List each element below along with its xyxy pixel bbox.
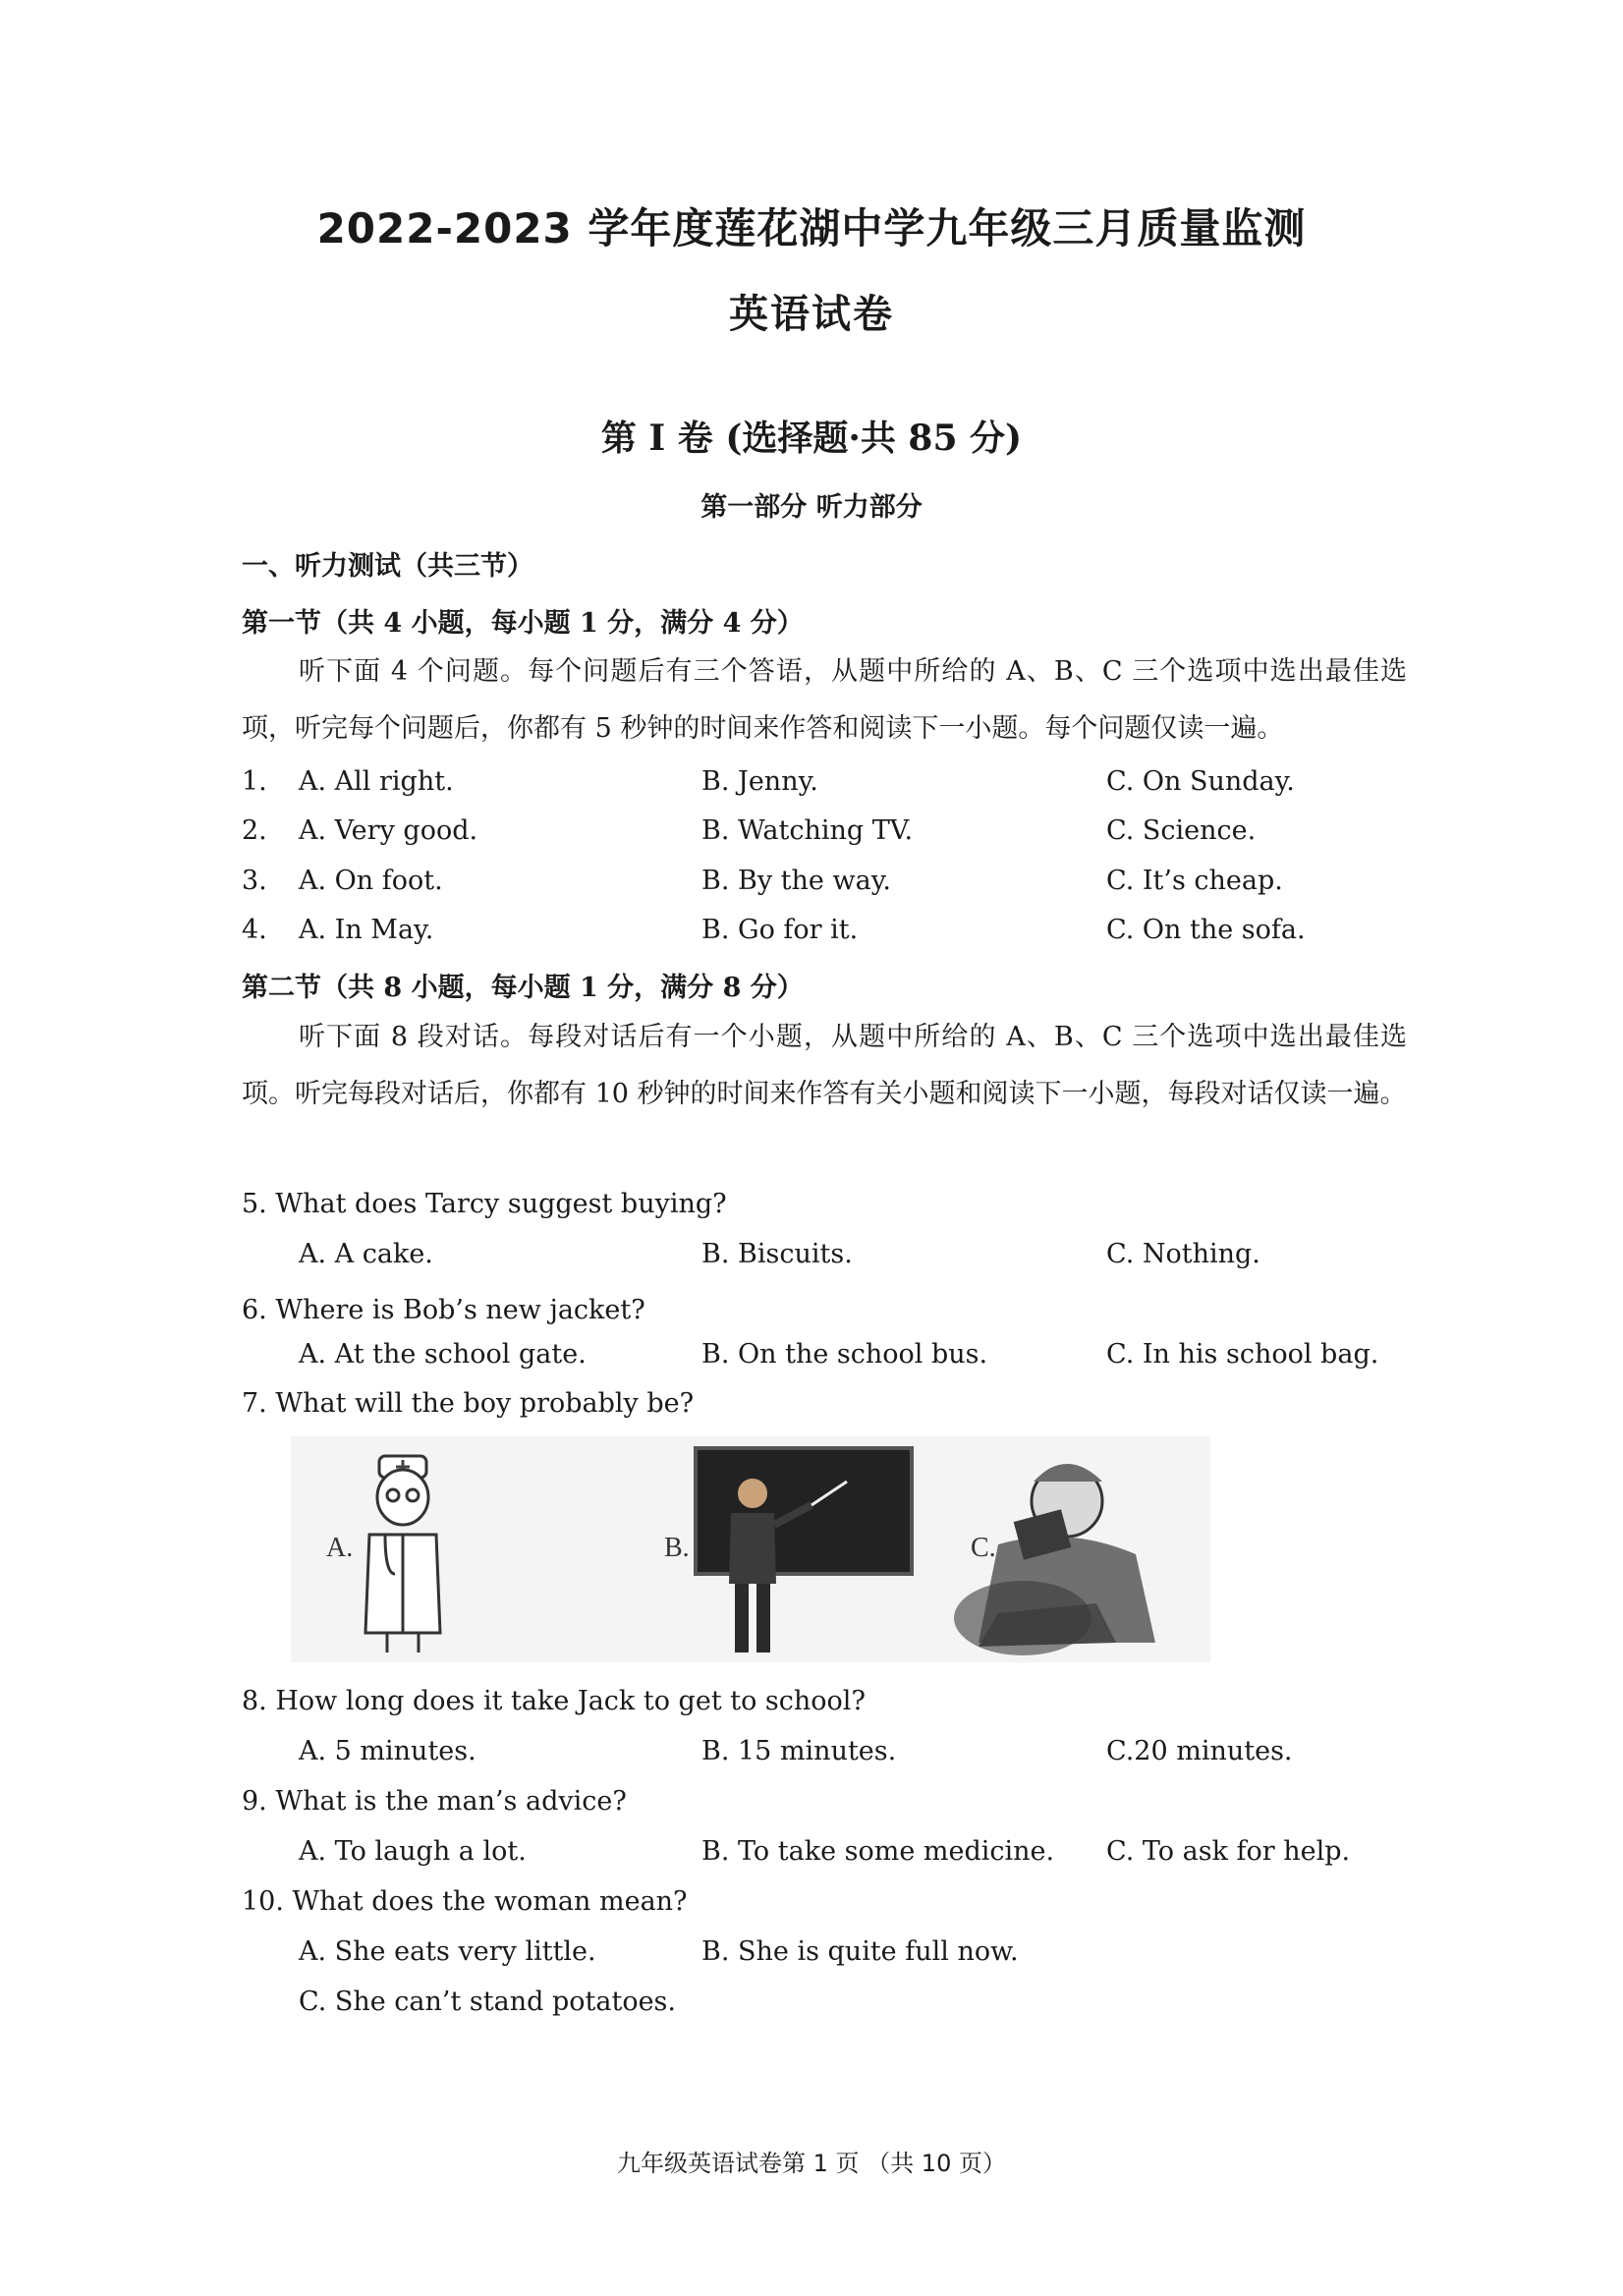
volume-heading: 第 I 卷 (选择题·共 85 分) — [600, 418, 1023, 459]
option-b: B. She is quite full now. — [701, 1936, 1019, 1967]
question-row — [242, 1936, 1421, 1972]
question-row — [242, 1339, 1421, 1374]
exam-title: 2022-2023 学年度莲花湖中学九年级三月质量监测 — [316, 204, 1307, 252]
question-row — [242, 815, 1421, 851]
exam-subtitle: 英语试卷 — [729, 292, 894, 337]
question-row — [242, 1836, 1421, 1872]
part-heading: 第一部分 听力部分 — [700, 492, 923, 523]
question-5: 5. What does Tarcy suggest buying? — [242, 1189, 727, 1219]
question-10: 10. What does the woman mean? — [242, 1886, 688, 1917]
option-a: A. Very good. — [299, 815, 478, 846]
section-heading: 一、听力测试（共三节） — [242, 551, 533, 582]
option-b: B. To take some medicine. — [701, 1836, 1055, 1867]
option-label-b: B. — [664, 1533, 690, 1563]
option-b: B. Watching TV. — [701, 815, 914, 846]
page-footer: 九年级英语试卷第 1 页 （共 10 页） — [617, 2150, 1006, 2177]
option-c: C.20 minutes. — [1106, 1736, 1293, 1766]
option-a: A. At the school gate. — [299, 1339, 587, 1370]
option-c: C. Science. — [1106, 815, 1257, 846]
question-row — [242, 1239, 1421, 1274]
option-a: A. She eats very little. — [299, 1936, 596, 1967]
option-b: B. 15 minutes. — [701, 1736, 897, 1766]
sub2-heading: 第二节（共 8 小题，每小题 1 分，满分 8 分） — [242, 973, 804, 1003]
question-row — [242, 866, 1421, 901]
question-9: 9. What is the man’s advice? — [242, 1786, 627, 1817]
option-c: C. On Sunday. — [1106, 766, 1295, 797]
sub1-instructions: 听下面 4 个问题。每个问题后有三个答语，从题中所给的 A、B、C 三个选项中选出最佳选项，听完每个问题后，你都有 5 秒钟的时间来作答和阅读下一小题。每个问题仅读一遍。 — [242, 656, 1407, 744]
option-c: C. It’s cheap. — [1106, 866, 1283, 896]
sub1-heading: 第一节（共 4 小题，每小题 1 分，满分 4 分） — [242, 608, 804, 639]
option-c: C. In his school bag. — [1106, 1339, 1379, 1370]
question-6: 6. Where is Bob’s new jacket? — [242, 1295, 645, 1325]
option-b: B. Jenny. — [701, 766, 818, 797]
question-row — [242, 915, 1421, 950]
question-row — [242, 1736, 1421, 1771]
option-a: A. A cake. — [299, 1239, 433, 1269]
question-number: 1. — [242, 766, 267, 797]
option-a: A. All right. — [299, 766, 454, 797]
option-a: A. On foot. — [299, 866, 443, 896]
option-b: B. Go for it. — [701, 915, 859, 945]
option-a: A. In May. — [299, 915, 434, 945]
option-c: C. On the sofa. — [1106, 915, 1306, 945]
question-number: 2. — [242, 815, 267, 846]
option-b: B. Biscuits. — [701, 1239, 853, 1269]
option-a: A. 5 minutes. — [299, 1736, 476, 1766]
option-label-a: A. — [326, 1533, 354, 1563]
question-7-picture — [291, 1436, 1210, 1662]
question-7: 7. What will the boy probably be? — [242, 1388, 695, 1419]
option-c: C. To ask for help. — [1106, 1836, 1351, 1867]
option-label-c: C. — [971, 1533, 996, 1563]
question-8: 8. How long does it take Jack to get to school? — [242, 1686, 866, 1716]
sub2-instructions: 听下面 8 段对话。每段对话后有一个小题，从题中所给的 A、B、C 三个选项中选出最佳选项。听完每段对话后，你都有 10 秒钟的时间来作答有关小题和阅读下一小题，每段对话仅读一遍。 — [242, 1022, 1407, 1109]
question-row — [242, 766, 1421, 802]
question-number: 4. — [242, 915, 267, 945]
option-c: C. She can’t stand potatoes. — [299, 1987, 676, 2017]
option-b: B. By the way. — [701, 866, 891, 896]
option-b: B. On the school bus. — [701, 1339, 988, 1370]
option-a: A. To laugh a lot. — [299, 1836, 527, 1867]
question-row — [242, 1987, 1421, 2022]
option-c: C. Nothing. — [1106, 1239, 1260, 1269]
question-number: 3. — [242, 866, 267, 896]
